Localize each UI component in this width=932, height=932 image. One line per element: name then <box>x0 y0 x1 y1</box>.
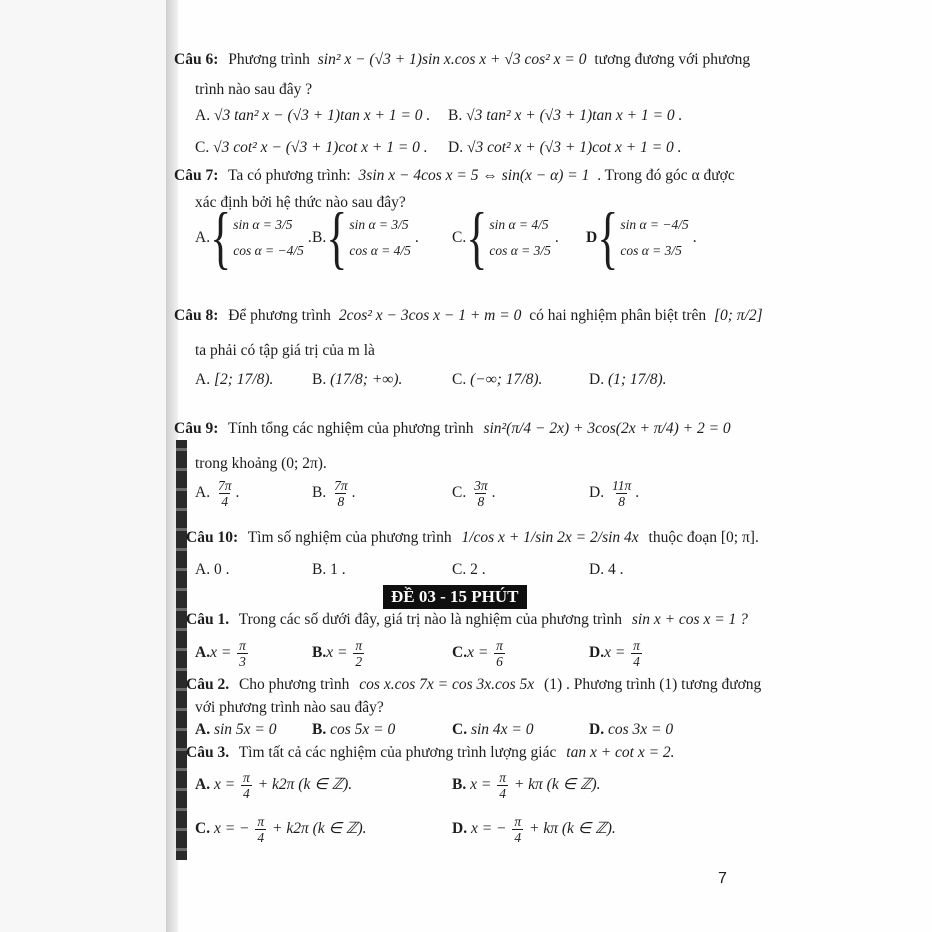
q7-stem: Câu 7: Ta có phương trình: 3sin x − 4cos x = 5 ⇔ sin(x − α) = 1 . Trong đó góc α được <box>174 167 735 184</box>
question-text: ta phải có tập giá trị của m là <box>195 342 375 359</box>
q10-option-a[interactable]: A. 0 . <box>195 561 230 578</box>
page-number: 7 <box>718 870 727 887</box>
equation: 2cos² x − 3cos x − 1 + m = 0 <box>338 307 522 324</box>
p1-option-b[interactable]: B.x = $\frac{\pi}{2}$ <box>312 638 363 669</box>
p1-option-d[interactable]: D.x = $\frac{\pi}{4}$ <box>589 638 640 669</box>
q6-option-b[interactable]: B. √3 tan² x + (√3 + 1)tan x + 1 = 0 . <box>448 107 683 124</box>
scan-background <box>0 0 166 932</box>
question-label: Câu 1. <box>186 611 230 628</box>
equation: 1/cos x + 1/sin 2x = 2/sin 4x <box>461 529 639 546</box>
q10-stem: Câu 10: Tìm số nghiệm của phương trình 1/cos x + 1/sin 2x = 2/sin 4x thuộc đoạn [0; π]. <box>186 529 759 546</box>
q8-option-d[interactable]: D. (1; 17/8). <box>589 371 667 388</box>
q6-option-c[interactable]: C. √3 cot² x − (√3 + 1)cot x + 1 = 0 . <box>195 139 428 156</box>
q9-stem: Câu 9: Tính tổng các nghiệm của phương trình sin²(π/4 − 2x) + 3cos(2x + π/4) + 2 = 0 <box>174 420 731 437</box>
p1-option-a[interactable]: A.x = $\frac{\pi}{3}$ <box>195 638 246 669</box>
p2-option-a[interactable]: A. sin 5x = 0 <box>195 721 277 738</box>
interval: [0; π/2] <box>713 307 763 324</box>
q9-option-c[interactable]: C. $\frac{3\pi}{8}$ . <box>452 478 496 509</box>
equation: sin²(π/4 − 2x) + 3cos(2x + π/4) + 2 = 0 <box>483 420 731 437</box>
p1-stem: Câu 1. Trong các số dưới đây, giá trị nào là nghiệm của phương trình sin x + cos x = 1 ? <box>186 611 748 628</box>
question-text: với phương trình nào sau đây? <box>195 699 384 716</box>
question-label: Câu 8: <box>174 307 219 324</box>
q6-option-a[interactable]: A. √3 tan² x − (√3 + 1)tan x + 1 = 0 . <box>195 107 431 124</box>
question-label: Câu 2. <box>186 676 230 693</box>
equation: sin x + cos x = 1 ? <box>631 611 748 628</box>
q10-option-d[interactable]: D. 4 . <box>589 561 624 578</box>
question-label: Câu 10: <box>186 529 239 546</box>
p2-option-b[interactable]: B. cos 5x = 0 <box>312 721 396 738</box>
question-label: Câu 7: <box>174 167 219 184</box>
question-label: Câu 3. <box>186 744 230 761</box>
question-text: xác định bởi hệ thức nào sau đây? <box>195 194 406 211</box>
q8-stem: Câu 8: Để phương trình 2cos² x − 3cos x − 1 + m = 0 có hai nghiệm phân biệt trên [0; π/2] <box>174 307 763 324</box>
question-text: trình nào sau đây ? <box>195 81 313 98</box>
page-edge-tab <box>176 440 187 860</box>
p2-option-c[interactable]: C. sin 4x = 0 <box>452 721 534 738</box>
p3-option-c[interactable]: C. x = − $\frac{\pi}{4}$ + k2π (k ∈ ℤ). <box>195 814 367 845</box>
q8-option-b[interactable]: B. (17/8; +∞). <box>312 371 403 388</box>
q8-option-a[interactable]: A. [2; 17/8). <box>195 371 274 388</box>
p2-stem: Câu 2. Cho phương trình cos x.cos 7x = cos 3x.cos 5x (1) . Phương trình (1) tương đương <box>186 676 762 693</box>
p3-option-b[interactable]: B. x = $\frac{\pi}{4}$ + kπ (k ∈ ℤ). <box>452 770 601 801</box>
question-label: Câu 9: <box>174 420 219 437</box>
q6-option-d[interactable]: D. √3 cot² x + (√3 + 1)cot x + 1 = 0 . <box>448 139 682 156</box>
q9-option-d[interactable]: D. $\frac{11\pi}{8}$ . <box>589 478 640 509</box>
q8-option-c[interactable]: C. (−∞; 17/8). <box>452 371 543 388</box>
p1-option-c[interactable]: C.x = $\frac{\pi}{6}$ <box>452 638 503 669</box>
question-label: Câu 6: <box>174 51 219 68</box>
q7-option-d[interactable]: D { sin α = −4/5 cos α = 3/5 . <box>586 198 697 277</box>
q7-option-b[interactable]: B. { sin α = 3/5 cos α = 4/5 . <box>312 198 419 277</box>
equation: sin² x − (√3 + 1)sin x.cos x + √3 cos² x = 0 <box>317 51 587 68</box>
q9-option-a[interactable]: A. $\frac{7\pi}{4}$ . <box>195 478 240 509</box>
equation: 3sin x − 4cos x = 5 ⇔ sin(x − α) = 1 <box>358 167 590 184</box>
q10-option-c[interactable]: C. 2 . <box>452 561 486 578</box>
p3-stem: Câu 3. Tìm tất cả các nghiệm của phương trình lượng giác tan x + cot x = 2. <box>186 744 675 761</box>
p2-option-d[interactable]: D. cos 3x = 0 <box>589 721 674 738</box>
equation: cos x.cos 7x = cos 3x.cos 5x <box>359 676 535 693</box>
q7-option-c[interactable]: C. { sin α = 4/5 cos α = 3/5 . <box>452 198 559 277</box>
question-text: trong khoảng (0; 2π). <box>195 455 327 472</box>
q6-stem: Câu 6: Phương trình sin² x − (√3 + 1)sin x.cos x + √3 cos² x = 0 tương đương với phương <box>174 51 751 68</box>
equation: tan x + cot x = 2. <box>566 744 675 761</box>
q9-option-b[interactable]: B. $\frac{7\pi}{8}$ . <box>312 478 356 509</box>
p3-option-a[interactable]: A. x = $\frac{\pi}{4}$ + k2π (k ∈ ℤ). <box>195 770 353 801</box>
q7-option-a[interactable]: A. { sin α = 3/5 cos α = −4/5 . <box>195 198 312 277</box>
q10-option-b[interactable]: B. 1 . <box>312 561 346 578</box>
p3-option-d[interactable]: D. x = − $\frac{\pi}{4}$ + kπ (k ∈ ℤ). <box>452 814 616 845</box>
section-heading: ĐỀ 03 - 15 PHÚT <box>383 585 527 609</box>
